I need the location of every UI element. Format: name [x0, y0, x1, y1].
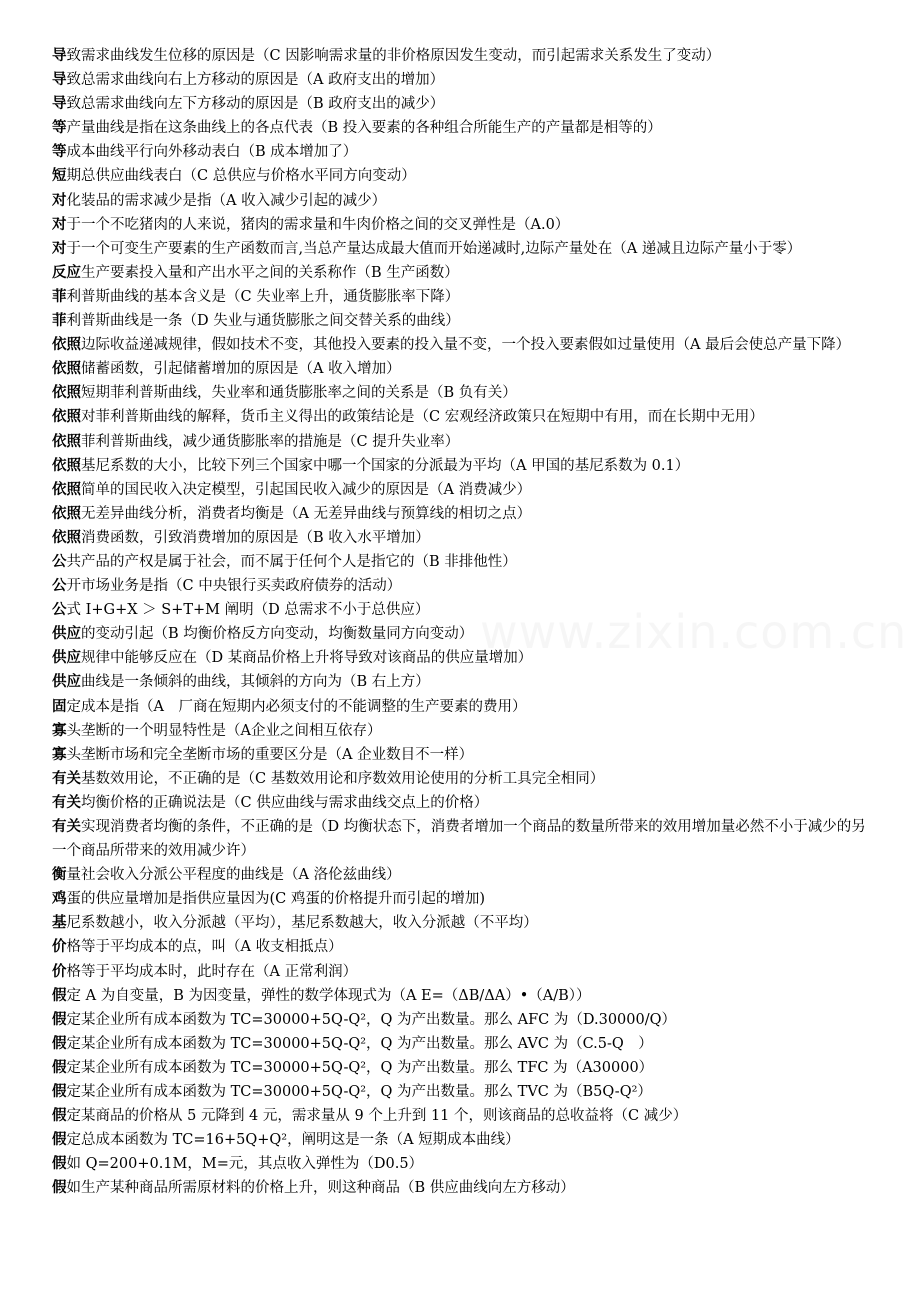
list-item: [52, 333, 872, 357]
entry-text: 量社会收入分派公平程度的曲线是（A 洛伦兹曲线）: [66, 867, 401, 884]
list-item: [52, 550, 872, 574]
entry-lead: 供应: [52, 626, 81, 643]
list-item: [52, 189, 872, 213]
entry-text: 储蓄函数，引起储蓄增加的原因是（A 收入增加）: [81, 361, 401, 378]
entry-text: 短期菲利普斯曲线，失业率和通货膨胀率之间的关系是（B 负有关）: [81, 385, 517, 402]
list-item: [52, 1176, 872, 1200]
entry-text: 如 Q=200+0.1M，M=元，其点收入弹性为（D0.5）: [66, 1156, 424, 1173]
list-item: [52, 815, 872, 863]
list-item: [52, 478, 872, 502]
entry-lead: 有关: [52, 819, 81, 835]
entry-text: 定总成本函数为 TC=16+5Q+Q²，阐明这是一条（A 短期成本曲线）: [66, 1132, 520, 1149]
list-item: [52, 164, 872, 188]
entry-lead: 寡: [52, 722, 67, 739]
entry-lead: 对: [52, 216, 67, 233]
entry-text: 消费函数，引致消费增加的原因是（B 收入水平增加）: [81, 529, 430, 546]
entry-text: 规律中能够反应在（D 某商品价格上升将导致对该商品的供应量增加）: [81, 650, 533, 667]
entry-text: 化装品的需求减少是指（A 收入减少引起的减少）: [66, 192, 387, 209]
document-page: [52, 44, 872, 1201]
entry-text: 共产品的产权是属于社会，而不属于任何个人是指它的（B 非排他性）: [66, 553, 517, 570]
entry-lead: 等: [52, 120, 67, 137]
list-item: [52, 1152, 872, 1176]
entry-text: 致需求曲线发生位移的原因是（C 因影响需求量的非价格原因发生变动，而引起需求关系发生了变动）: [66, 48, 721, 64]
entry-text: 定某企业所有成本函数为 TC=30000+5Q-Q²，Q 为产出数量。那么 AFC 为（D.30000/Q）: [66, 1011, 677, 1028]
list-item: [52, 502, 872, 526]
list-item: [52, 887, 872, 911]
list-item: [52, 381, 872, 405]
entry-text: 定某企业所有成本函数为 TC=30000+5Q-Q²，Q 为产出数量。那么 AVC 为（C.5-Q ）: [66, 1035, 653, 1052]
entry-text: 致总需求曲线向左下方移动的原因是（B 政府支出的减少）: [66, 96, 445, 113]
entry-lead: 价: [52, 963, 67, 980]
entry-text: 头垄断市场和完全垄断市场的重要区分是（A 企业数目不一样）: [66, 746, 474, 763]
entry-lead: 对: [52, 240, 67, 257]
list-item: [52, 213, 872, 237]
entry-lead: 假: [52, 1011, 67, 1028]
list-item: [52, 405, 872, 429]
entry-lead: 假: [52, 1132, 67, 1149]
entry-lead: 依照: [52, 505, 81, 522]
list-item: [52, 622, 872, 646]
list-item: [52, 285, 872, 309]
entry-text: 基尼系数的大小，比较下列三个国家中哪一个国家的分派最为平均（A 甲国的基尼系数为 0.1）: [81, 457, 690, 474]
list-item: [52, 960, 872, 984]
entry-lead: 寡: [52, 746, 67, 763]
list-item: [52, 357, 872, 381]
list-item: [52, 863, 872, 887]
entry-lead: 供应: [52, 650, 81, 667]
list-item: [52, 44, 872, 68]
entry-text: 定某企业所有成本函数为 TC=30000+5Q-Q²，Q 为产出数量。那么 TVC 为（B5Q-Q²）: [66, 1084, 652, 1101]
entry-text: 曲线是一条倾斜的曲线，其倾斜的方向为（B 右上方）: [81, 674, 430, 691]
list-item: [52, 767, 872, 791]
list-item: [52, 1080, 872, 1104]
entry-text: 定成本是指（A 厂商在短期内必须支付的不能调整的生产要素的费用）: [66, 698, 527, 715]
entry-text: 开市场业务是指（C 中央银行买卖政府债券的活动）: [66, 578, 402, 595]
entry-lead: 依照: [52, 337, 81, 354]
entry-lead: 公: [52, 602, 67, 619]
list-item: [52, 743, 872, 767]
entry-lead: 短: [52, 168, 67, 185]
entry-text: 格等于平均成本的点，叫（A 收支相抵点）: [66, 939, 343, 956]
entry-text: 利普斯曲线的基本含义是（C 失业率上升，通货膨胀率下降）: [66, 288, 460, 305]
entry-text: 如生产某种商品所需原材料的价格上升，则这种商品（B 供应曲线向左方移动）: [66, 1180, 575, 1197]
entry-lead: 菲: [52, 288, 67, 305]
entry-text: 定 A 为自变量，B 为因变量，弹性的数学体现式为（A E=（ΔB/ΔA）•（A/B））: [66, 987, 591, 1004]
entry-lead: 依照: [52, 529, 81, 546]
entry-lead: 导: [52, 96, 67, 113]
entry-text: 于一个不吃猪肉的人来说，猪肉的需求量和牛肉价格之间的交叉弹性是（A.0）: [66, 216, 570, 233]
list-item: [52, 92, 872, 116]
entry-text: 于一个可变生产要素的生产函数而言,当总产量达成最大值而开始递减时,边际产量处在（A 递减且边际产量小于零）: [66, 240, 802, 257]
entry-text: 期总供应曲线表白（C 总供应与价格水平同方向变动）: [66, 168, 416, 185]
entry-text: 基数效用论，不正确的是（C 基数效用论和序数效用论使用的分析工具完全相同）: [81, 770, 605, 787]
entry-lead: 公: [52, 553, 67, 570]
entry-lead: 固: [52, 698, 67, 715]
entry-lead: 价: [52, 939, 67, 956]
list-item: [52, 695, 872, 719]
entry-lead: 反应: [52, 264, 81, 281]
entry-lead: 基: [52, 915, 67, 932]
entry-text: 成本曲线平行向外移动表白（B 成本增加了）: [66, 144, 358, 161]
entry-lead: 依照: [52, 409, 81, 426]
entry-text: 产量曲线是指在这条曲线上的各点代表（B 投入要素的各种组合所能生产的产量都是相等的）: [66, 120, 662, 137]
list-item: [52, 719, 872, 743]
entry-text: 实现消费者均衡的条件，不正确的是（D 均衡状态下，消费者增加一个商品的数量所带来的效用增加量必然不小于减少的另一个商品所带来的效用减少许）: [52, 819, 866, 860]
list-item: [52, 1128, 872, 1152]
list-item: [52, 1056, 872, 1080]
list-item: [52, 68, 872, 92]
entry-text: 蛋的供应量增加是指供应量因为(C 鸡蛋的价格提升而引起的增加): [66, 891, 486, 908]
list-item: [52, 1104, 872, 1128]
entry-lead: 假: [52, 1035, 67, 1052]
entry-lead: 依照: [52, 361, 81, 378]
list-item: [52, 237, 872, 261]
list-item: [52, 140, 872, 164]
entry-text: 格等于平均成本时，此时存在（A 正常利润）: [66, 963, 358, 980]
list-item: [52, 261, 872, 285]
list-item: [52, 670, 872, 694]
list-item: [52, 935, 872, 959]
entry-lead: 假: [52, 1059, 67, 1076]
entry-lead: 依照: [52, 433, 81, 450]
list-item: [52, 791, 872, 815]
list-item: [52, 984, 872, 1008]
entry-text: 对菲利普斯曲线的解释，货币主义得出的政策结论是（C 宏观经济政策只在短期中有用，而在长期中无用）: [81, 409, 764, 426]
entry-text: 均衡价格的正确说法是（C 供应曲线与需求曲线交点上的价格）: [81, 794, 489, 811]
entry-text: 头垄断的一个明显特性是（A企业之间相互依存）: [66, 722, 382, 739]
list-item: [52, 574, 872, 598]
entry-lead: 鸡: [52, 891, 67, 908]
entry-lead: 衡: [52, 867, 67, 884]
list-item: [52, 598, 872, 622]
entry-lead: 导: [52, 48, 67, 64]
list-item: [52, 454, 872, 478]
entry-text: 的变动引起（B 均衡价格反方向变动，均衡数量同方向变动）: [81, 626, 474, 643]
list-item: [52, 526, 872, 550]
list-item: [52, 646, 872, 670]
entry-lead: 依照: [52, 385, 81, 402]
entry-text: 式 I+G+X ＞ S+T+M 阐明（D 总需求不小于总供应）: [66, 602, 430, 619]
list-item: [52, 1032, 872, 1056]
entry-text: 利普斯曲线是一条（D 失业与通货膨胀之间交替关系的曲线）: [66, 313, 460, 330]
entry-lead: 供应: [52, 674, 81, 691]
entry-text: 定某企业所有成本函数为 TC=30000+5Q-Q²，Q 为产出数量。那么 TFC 为（A30000）: [66, 1059, 654, 1076]
entry-lead: 假: [52, 987, 67, 1004]
entry-lead: 导: [52, 72, 67, 89]
entry-lead: 公: [52, 578, 67, 595]
list-item: [52, 911, 872, 935]
entry-lead: 等: [52, 144, 67, 161]
entry-lead: 假: [52, 1108, 67, 1125]
entry-lead: 依照: [52, 457, 81, 474]
entry-lead: 菲: [52, 313, 67, 330]
entry-lead: 假: [52, 1084, 67, 1101]
list-item: [52, 1008, 872, 1032]
entry-lead: 有关: [52, 794, 81, 811]
entry-lead: 对: [52, 192, 67, 209]
entry-lead: 假: [52, 1156, 67, 1173]
entry-text: 无差异曲线分析，消费者均衡是（A 无差异曲线与预算线的相切之点）: [81, 505, 532, 522]
entry-lead: 依照: [52, 481, 81, 498]
entry-text: 生产要素投入量和产出水平之间的关系称作（B 生产函数）: [81, 264, 459, 281]
entry-text: 简单的国民收入决定模型，引起国民收入减少的原因是（A 消费减少）: [81, 481, 532, 498]
entry-lead: 有关: [52, 770, 81, 787]
entry-text: 尼系数越小，收入分派越（平均），基尼系数越大，收入分派越（不平均）: [66, 915, 538, 932]
entry-lead: 假: [52, 1180, 67, 1197]
list-item: [52, 309, 872, 333]
entry-text: 边际收益递减规律，假如技术不变，其他投入要素的投入量不变，一个投入要素假如过量使用（A 最后会使总产量下降）: [81, 337, 851, 354]
entry-text: 菲利普斯曲线，减少通货膨胀率的措施是（C 提升失业率）: [81, 433, 460, 450]
watermark: www.zixin.com.cn: [480, 605, 908, 659]
list-item: [52, 116, 872, 140]
list-item: [52, 430, 872, 454]
entry-text: 定某商品的价格从 5 元降到 4 元，需求量从 9 个上升到 11 个，则该商品的总收益将（C 减少）: [66, 1108, 688, 1125]
entry-text: 致总需求曲线向右上方移动的原因是（A 政府支出的增加）: [66, 72, 445, 89]
